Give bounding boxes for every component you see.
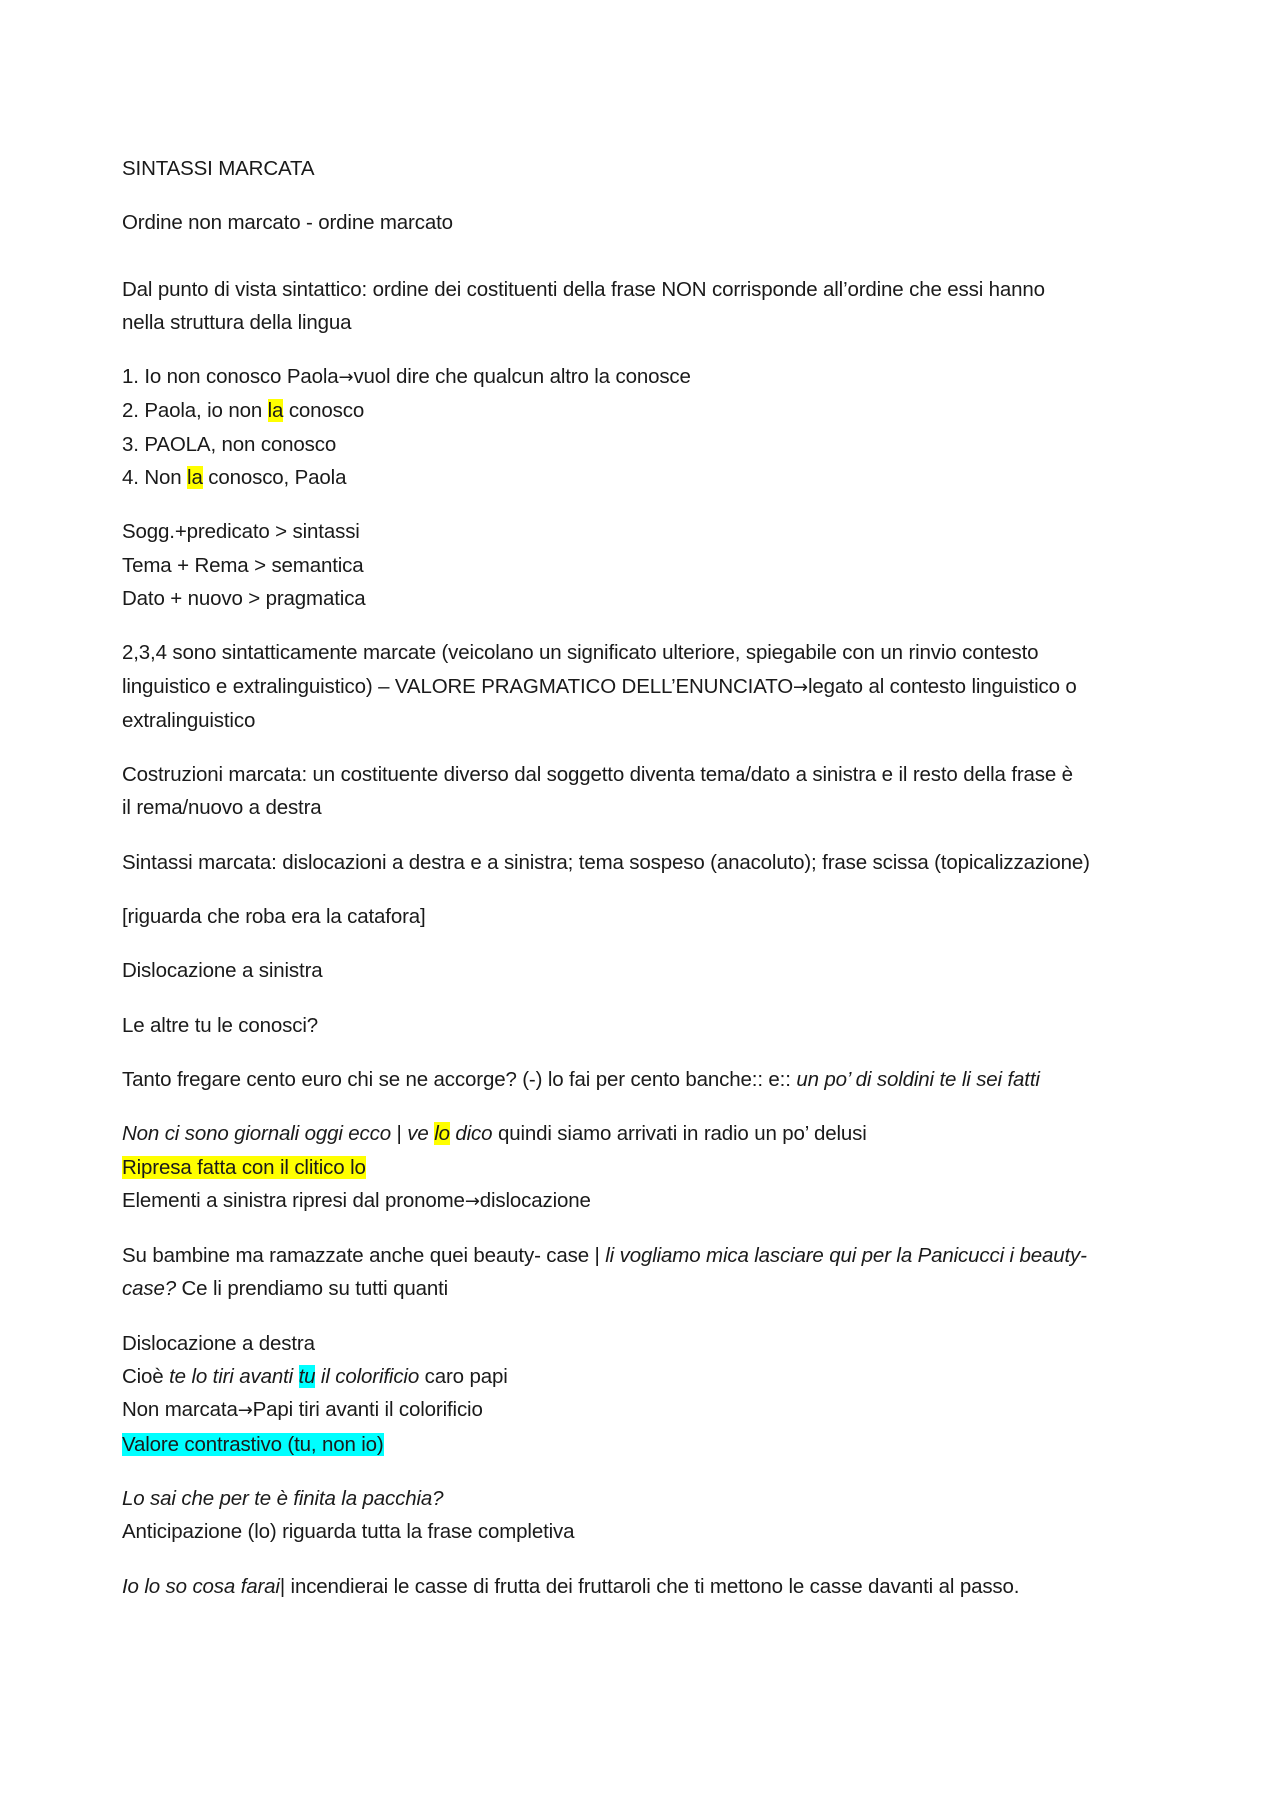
example-italic: dico: [449, 1122, 493, 1146]
example-text: Cioè: [122, 1365, 170, 1389]
comment-text: dislocazione: [479, 1188, 591, 1212]
note-text: [riguarda che roba era la catafora]: [122, 905, 426, 929]
constructions-line: il rema/nuovo a destra: [122, 796, 322, 820]
example-text: 2. Paola, io non: [122, 399, 268, 423]
example-italic: un po’ di soldini te li sei fatti: [796, 1067, 1040, 1091]
document-body: [122, 152, 1162, 1624]
final-example: [122, 1570, 1162, 1603]
highlighted-word: la: [187, 466, 203, 490]
example-line: [122, 1272, 1162, 1305]
example-italic: case?: [122, 1277, 176, 1301]
title-text: SINTASSI MARCATA: [122, 157, 315, 180]
arrow-right-icon: →: [793, 676, 808, 698]
example-italic: il colorificio: [315, 1365, 420, 1389]
example-line: [122, 1117, 1162, 1150]
comment-line: [122, 1184, 1162, 1218]
example-text: Tanto fregare cento euro chi se ne accorge? (-) lo fai per cento banche:: e::: [122, 1067, 797, 1091]
marked-text: linguistico e extralinguistico) – VALORE PRAGMATICO DELL’ENUNCIATO: [122, 674, 793, 698]
example-text: | incendierai le casse di frutta dei fruttaroli che ti mettono le casse davanti al passo.: [279, 1574, 1020, 1598]
level-line: Dato + nuovo > pragmatica: [122, 586, 366, 610]
marked-text: legato al contesto linguistico o: [807, 674, 1077, 698]
levels-paragraph: [122, 515, 1162, 615]
section-heading: Dislocazione a sinistra: [122, 959, 323, 983]
left-example-3: [122, 1117, 1162, 1218]
left-example-1: [122, 1009, 1162, 1042]
arrow-right-icon: →: [237, 1400, 253, 1422]
highlighted-word: lo: [434, 1122, 450, 1146]
example-text: 1. Io non conosco Paola: [122, 365, 339, 389]
example-text: conosco, Paola: [202, 466, 347, 490]
arrow-right-icon: →: [464, 1190, 480, 1212]
left-example-4: [122, 1239, 1162, 1306]
examples-list: [122, 360, 1162, 494]
marked-paragraph: [122, 636, 1162, 737]
types-text: Sintassi marcata: dislocazioni a destra e a sinistra; tema sospeso (anacoluto); frase scissa (topicalizzazione): [122, 850, 1090, 874]
contrast-line: [122, 1428, 1162, 1461]
example-italic: Io lo so cosa farai: [122, 1574, 280, 1598]
example-line: [122, 1360, 1162, 1393]
level-line: Sogg.+predicato > sintassi: [122, 520, 360, 544]
comment-text: Non marcata: [122, 1398, 238, 1422]
example-text: caro papi: [419, 1365, 508, 1389]
subtitle-text: Ordine non marcato - ordine marcato: [122, 211, 453, 235]
anticipation-block: [122, 1482, 1162, 1549]
example-text: quindi siamo arrivati in radio un po’ delusi: [492, 1122, 867, 1146]
comment-text: Papi tiri avanti il colorificio: [252, 1398, 483, 1422]
example-text: Ce li prendiamo su tutti quanti: [175, 1277, 449, 1301]
example-text: 4. Non: [122, 466, 188, 490]
highlighted-word: la: [267, 399, 284, 423]
example-italic: ve: [407, 1122, 435, 1146]
left-example-2: [122, 1063, 1162, 1096]
left-dislocation-heading: [122, 954, 1162, 987]
example-item-3: 3. PAOLA, non conosco: [122, 432, 337, 456]
marked-line: extralinguistico: [122, 708, 256, 732]
example-item-4: [122, 461, 1162, 494]
right-dislocation-block: [122, 1327, 1162, 1461]
definition-line: nella struttura della lingua: [122, 310, 352, 334]
example-italic: Lo sai che per te è finita la pacchia?: [122, 1486, 444, 1510]
example-text: Le altre tu le conosci?: [122, 1013, 318, 1037]
example-italic: te lo tiri avanti: [169, 1365, 299, 1389]
level-line: Tema + Rema > semantica: [122, 553, 364, 577]
document-title: [122, 152, 1162, 185]
comment-text: Elementi a sinistra ripresi dal pronome: [122, 1188, 465, 1212]
types-paragraph: [122, 846, 1162, 879]
document-subtitle: [122, 206, 1162, 239]
example-text: vuol dire che qualcun altro la conosce: [353, 365, 691, 389]
section-heading: Dislocazione a destra: [122, 1331, 315, 1355]
constructions-line: Costruzioni marcata: un costituente diverso dal soggetto diventa tema/dato a sinistra e il resto della frase è: [122, 763, 1073, 787]
example-item-2: [122, 394, 1162, 427]
marked-line: 2,3,4 sono sintatticamente marcate (veicolano un significato ulteriore, spiegabile con un rinvio contesto: [122, 641, 1039, 665]
comment-text: Anticipazione (lo) riguarda tutta la frase completiva: [122, 1520, 575, 1544]
constructions-paragraph: [122, 758, 1162, 825]
definition-paragraph: [122, 273, 1162, 340]
marked-line: [122, 670, 1162, 704]
arrow-right-icon: →: [338, 367, 354, 389]
highlighted-comment: Valore contrastivo (tu, non io): [122, 1432, 384, 1456]
highlighted-comment: Ripresa fatta con il clitico lo: [122, 1155, 366, 1179]
definition-line: Dal punto di vista sintattico: ordine dei costituenti della frase NON corrisponde all’ordine che essi hanno: [122, 277, 1045, 301]
example-item-1: [122, 360, 1162, 394]
example-text: conosco: [283, 399, 365, 423]
note-paragraph: [122, 900, 1162, 933]
example-text: Su bambine ma ramazzate anche quei beauty- case |: [122, 1244, 606, 1268]
separator: |: [391, 1122, 408, 1146]
example-line: [122, 1239, 1162, 1272]
unmarked-line: [122, 1393, 1162, 1427]
example-italic: li vogliamo mica lasciare qui per la Panicucci i beauty-: [605, 1244, 1087, 1268]
example-italic: Non ci sono giornali oggi ecco: [122, 1122, 391, 1146]
comment-line: [122, 1151, 1162, 1184]
highlighted-word: tu: [298, 1365, 316, 1389]
